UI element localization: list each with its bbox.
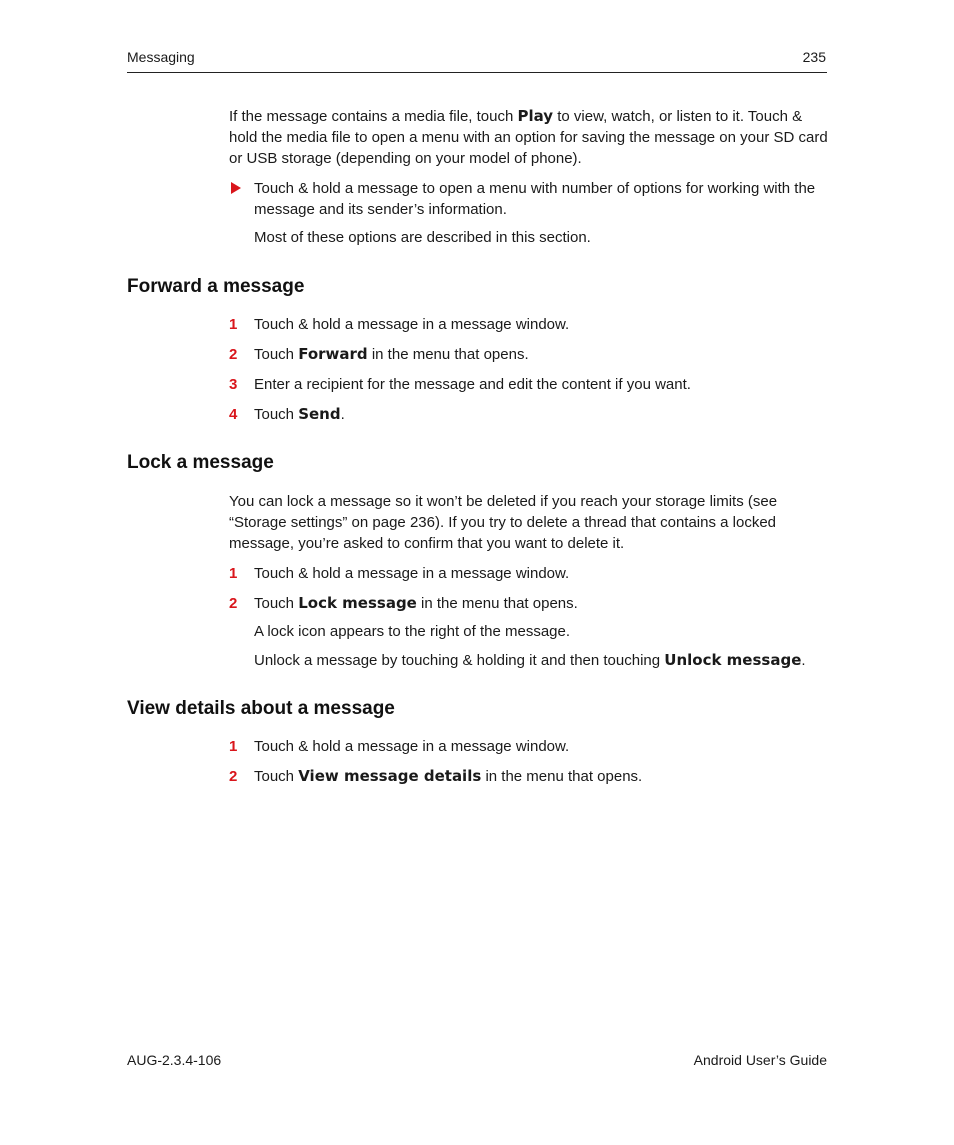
play-keyword: Play — [517, 107, 554, 125]
step-keyword: Lock message — [298, 594, 417, 612]
step-keyword: Send — [298, 405, 341, 423]
step-number: 4 — [229, 406, 238, 423]
step-text: Touch & hold a message in a message window. — [254, 316, 570, 333]
step-number: 3 — [229, 376, 238, 393]
step-number: 1 — [229, 565, 238, 582]
unlock-keyword: Unlock message — [664, 651, 802, 669]
step-text: Touch Send. — [254, 405, 345, 423]
page-header — [127, 48, 827, 73]
lock-note-2: Unlock a message by touching & holding it and then touching Unlock message. — [254, 651, 806, 669]
step-number: 2 — [229, 346, 238, 363]
step-text: Touch & hold a message in a message window. — [254, 738, 570, 755]
step-number: 2 — [229, 768, 238, 785]
step-keyword: View message details — [298, 767, 482, 785]
step-text: Touch & hold a message in a message window. — [254, 565, 570, 582]
step-text: Touch Forward in the menu that opens. — [254, 345, 529, 363]
footer-title: Android User’s Guide — [693, 1052, 827, 1068]
lock-note-1: A lock icon appears to the right of the message. — [254, 623, 571, 640]
lock-paragraph: You can lock a message so it won’t be deleted if you reach your storage limits (see “Storage settings” on page 236). If you try to delete a thread that contains a locked message, you’re asked to confirm that you want to delete it. — [229, 493, 778, 552]
bullet-note: Most of these options are described in this section. — [254, 229, 591, 246]
bullet-text: Touch & hold a message to open a menu with number of options for working with the message and its sender’s information. — [254, 180, 816, 218]
step-text: Touch View message details in the menu that opens. — [254, 767, 643, 785]
heading-lock: Lock a message — [127, 452, 274, 473]
step-number: 1 — [229, 738, 238, 755]
section-title: Messaging — [127, 49, 195, 65]
step-keyword: Forward — [298, 345, 368, 363]
heading-forward: Forward a message — [127, 276, 305, 297]
step-text: Enter a recipient for the message and edit the content if you want. — [254, 376, 691, 393]
step-text: Touch Lock message in the menu that opens. — [254, 594, 578, 612]
bullet-arrow-icon — [231, 182, 241, 194]
step-number: 2 — [229, 595, 238, 612]
step-number: 1 — [229, 316, 238, 333]
footer-doc-id: AUG-2.3.4-106 — [127, 1052, 222, 1068]
page-number: 235 — [802, 49, 826, 65]
heading-details: View details about a message — [127, 698, 395, 719]
intro-paragraph: If the message contains a media file, touch Play to view, watch, or listen to it. Touch & hold the media file to open a menu with an option for saving the message on your SD card or USB storage (depending on your model of phone). — [229, 107, 828, 167]
